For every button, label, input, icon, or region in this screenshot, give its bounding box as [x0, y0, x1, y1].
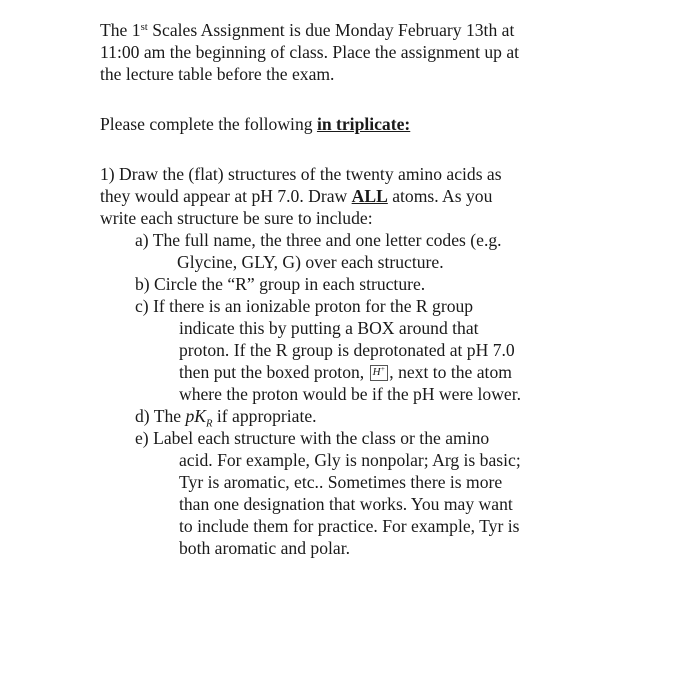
item1-line-3: write each structure be sure to include: — [100, 208, 373, 228]
sub-d-text: d) The — [135, 406, 186, 426]
sub-e-line-3: Tyr is aromatic, etc.. Sometimes there is more — [179, 472, 503, 492]
boxed-proton-icon — [370, 365, 389, 381]
pk-subscript: R — [206, 418, 213, 430]
intro-line-3: the lecture table before the exam. — [100, 64, 335, 84]
sub-d-line-1 — [100, 405, 660, 430]
intro-text: Scales Assignment is due Monday February 13th at — [147, 20, 515, 40]
intro-line-2: 11:00 am the beginning of class. Place the assignment up at — [100, 42, 520, 62]
ordinal-suffix: st — [140, 21, 148, 33]
sub-e-line-6: both aromatic and polar. — [179, 538, 350, 558]
sub-c-line-5: where the proton would be if the pH were lower. — [179, 384, 521, 404]
sub-c-line-3: proton. If the R group is deprotonated at pH 7.0 — [179, 340, 515, 360]
sub-c-line-1: c) If there is an ionizable proton for the R group — [135, 296, 474, 316]
sub-c-text: , next to the atom — [389, 362, 512, 382]
sub-e-line-1: e) Label each structure with the class or the amino — [135, 428, 490, 448]
item1-text: atoms. As you — [387, 186, 493, 206]
pkr-symbol — [185, 406, 213, 430]
sub-d-text: if appropriate. — [212, 406, 317, 426]
triplicate-instruction — [100, 113, 660, 135]
sub-a-line-2: Glycine, GLY, G) over each structure. — [177, 252, 444, 272]
item1-text: they would appear at pH 7.0. Draw — [100, 186, 352, 206]
boxed-proton-charge: + — [380, 365, 386, 373]
sub-c-line-2: indicate this by putting a BOX around that — [179, 318, 479, 338]
item1-line-2 — [100, 185, 660, 207]
all-emphasis: ALL — [351, 186, 388, 206]
sub-a-line-1: a) The full name, the three and one letter codes (e.g. — [135, 230, 502, 250]
sub-e-line-5: to include them for practice. For example, Tyr is — [179, 516, 520, 536]
boxed-proton-symbol: H — [372, 366, 381, 378]
triplicate-emphasis: in triplicate: — [316, 114, 411, 134]
triplicate-text: Please complete the following — [100, 114, 317, 134]
intro-text: The 1 — [100, 20, 141, 40]
sub-c-line-4 — [100, 361, 660, 383]
sub-c-text: then put the boxed proton, — [179, 362, 369, 382]
intro-line-1 — [100, 19, 660, 41]
assignment-document — [100, 19, 660, 559]
item1-line-1: 1) Draw the (flat) structures of the twenty amino acids as — [100, 164, 502, 184]
pk-main: pK — [185, 406, 207, 426]
sub-e-line-4: than one designation that works. You may want — [179, 494, 513, 514]
sub-b-line-1: b) Circle the “R” group in each structure. — [135, 274, 426, 294]
sub-e-line-2: acid. For example, Gly is nonpolar; Arg is basic; — [179, 450, 521, 470]
